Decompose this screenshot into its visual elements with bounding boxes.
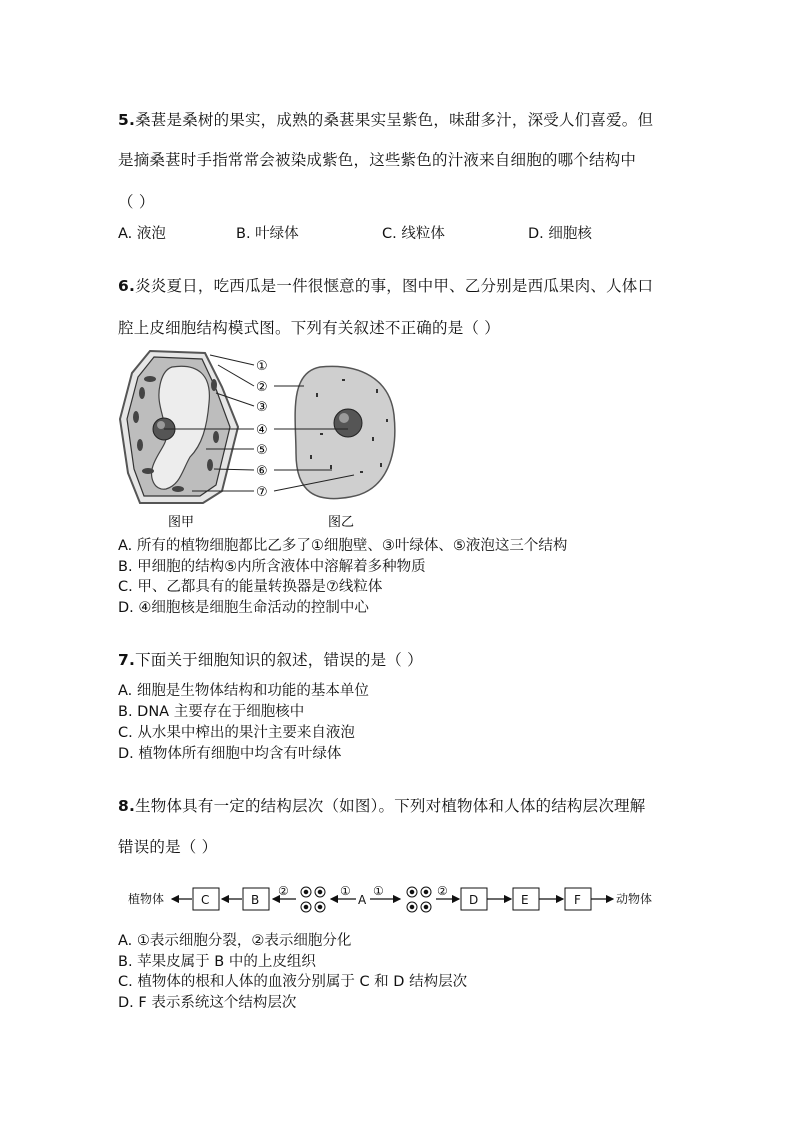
nucleus-highlight <box>157 421 165 429</box>
label-animal: 动物体 <box>616 892 653 906</box>
marker-1: ① <box>256 359 268 374</box>
marker-1-right: ① <box>373 884 384 898</box>
q5-option-a: A. 液泡 <box>118 226 166 242</box>
marker-3: ③ <box>256 400 268 415</box>
chloroplast <box>133 411 139 423</box>
label-plant: 植物体 <box>128 892 165 906</box>
marker-2-right: ② <box>437 884 448 898</box>
q5-option-c: C. 线粒体 <box>382 226 445 242</box>
q7-number: 7. <box>118 651 136 669</box>
cell-structure-figure <box>110 345 400 535</box>
q6-option-b: B. 甲细胞的结构⑤内所含液体中溶解着多种物质 <box>118 559 426 575</box>
label-e: E <box>521 893 529 907</box>
chloroplast <box>144 376 156 382</box>
q5-option-d: D. 细胞核 <box>528 226 592 242</box>
marker-6: ⑥ <box>256 464 268 479</box>
chloroplast <box>213 431 219 443</box>
q8-option-c: C. 植物体的根和人体的血液分别属于 C 和 D 结构层次 <box>118 974 468 990</box>
marker-2: ② <box>256 380 268 395</box>
q5-answer-blank: （ ） <box>118 193 155 211</box>
structure-levels-diagram <box>120 878 670 922</box>
figure-label-jia: 图甲 <box>168 515 195 530</box>
cell-group-left-icon <box>301 887 325 912</box>
q5-stem-text-2: 是摘桑葚时手指常常会被染成紫色，这些紫色的汁液来自细胞的哪个结构中 <box>118 151 637 169</box>
q8-stem-text-2: 错误的是（ ） <box>118 838 218 856</box>
q8-line1 <box>118 794 645 816</box>
q8-number: 8. <box>118 797 136 815</box>
marker-2-left: ② <box>278 884 289 898</box>
q5-line1 <box>118 108 653 130</box>
q6-option-d: D. ④细胞核是细胞生命活动的控制中心 <box>118 600 369 616</box>
q7-option-b: B. DNA 主要存在于细胞核中 <box>118 704 305 720</box>
q7-option-a: A. 细胞是生物体结构和功能的基本单位 <box>118 683 369 699</box>
q6-stem-text-2: 腔上皮细胞结构模式图。下列有关叙述不正确的是（ ） <box>118 319 500 337</box>
q6-option-c: C. 甲、乙都具有的能量转换器是⑦线粒体 <box>118 579 383 595</box>
marker-7: ⑦ <box>256 485 268 500</box>
q6-line1 <box>118 274 653 296</box>
chloroplast <box>137 439 143 451</box>
q6-number: 6. <box>118 277 136 295</box>
q6-stem-text-1: 炎炎夏日，吃西瓜是一件很惬意的事，图中甲、乙分别是西瓜果肉、人体口 <box>135 277 654 295</box>
q5-number: 5. <box>118 111 136 129</box>
q8-option-b: B. 苹果皮属于 B 中的上皮组织 <box>118 954 316 970</box>
marker-5: ⑤ <box>256 443 268 458</box>
chloroplast <box>139 387 145 399</box>
q6-option-a: A. 所有的植物细胞都比乙多了①细胞壁、③叶绿体、⑤液泡这三个结构 <box>118 538 568 554</box>
animal-cell-nucleus <box>334 409 362 437</box>
cell-group-right-icon <box>407 887 431 912</box>
label-f: F <box>574 893 581 907</box>
q5-stem-text-1: 桑葚是桑树的果实，成熟的桑葚果实呈紫色，味甜多汁，深受人们喜爱。但 <box>135 111 654 129</box>
q5-option-b: B. 叶绿体 <box>236 226 299 242</box>
marker-4: ④ <box>256 423 268 438</box>
q8-option-d: D. F 表示系统这个结构层次 <box>118 995 297 1011</box>
q8-stem-text-1: 生物体具有一定的结构层次（如图）。下列对植物体和人体的结构层次理解 <box>135 797 646 815</box>
label-c: C <box>201 893 210 907</box>
q7-option-c: C. 从水果中榨出的果汁主要来自液泡 <box>118 725 355 741</box>
nucleus-highlight <box>339 413 349 423</box>
q7-stem-text: 下面关于细胞知识的叙述，错误的是（ ） <box>135 651 423 669</box>
label-a: A <box>358 893 367 907</box>
chloroplast <box>211 379 217 391</box>
chloroplast <box>172 486 184 492</box>
label-b: B <box>251 893 260 907</box>
q7-line1 <box>118 648 423 670</box>
chloroplast <box>207 459 213 471</box>
marker-1-left: ① <box>340 884 351 898</box>
q8-option-a: A. ①表示细胞分裂，②表示细胞分化 <box>118 933 352 949</box>
label-d: D <box>469 893 479 907</box>
figure-label-yi: 图乙 <box>328 515 355 530</box>
chloroplast <box>142 468 154 474</box>
q7-option-d: D. 植物体所有细胞中均含有叶绿体 <box>118 746 342 762</box>
